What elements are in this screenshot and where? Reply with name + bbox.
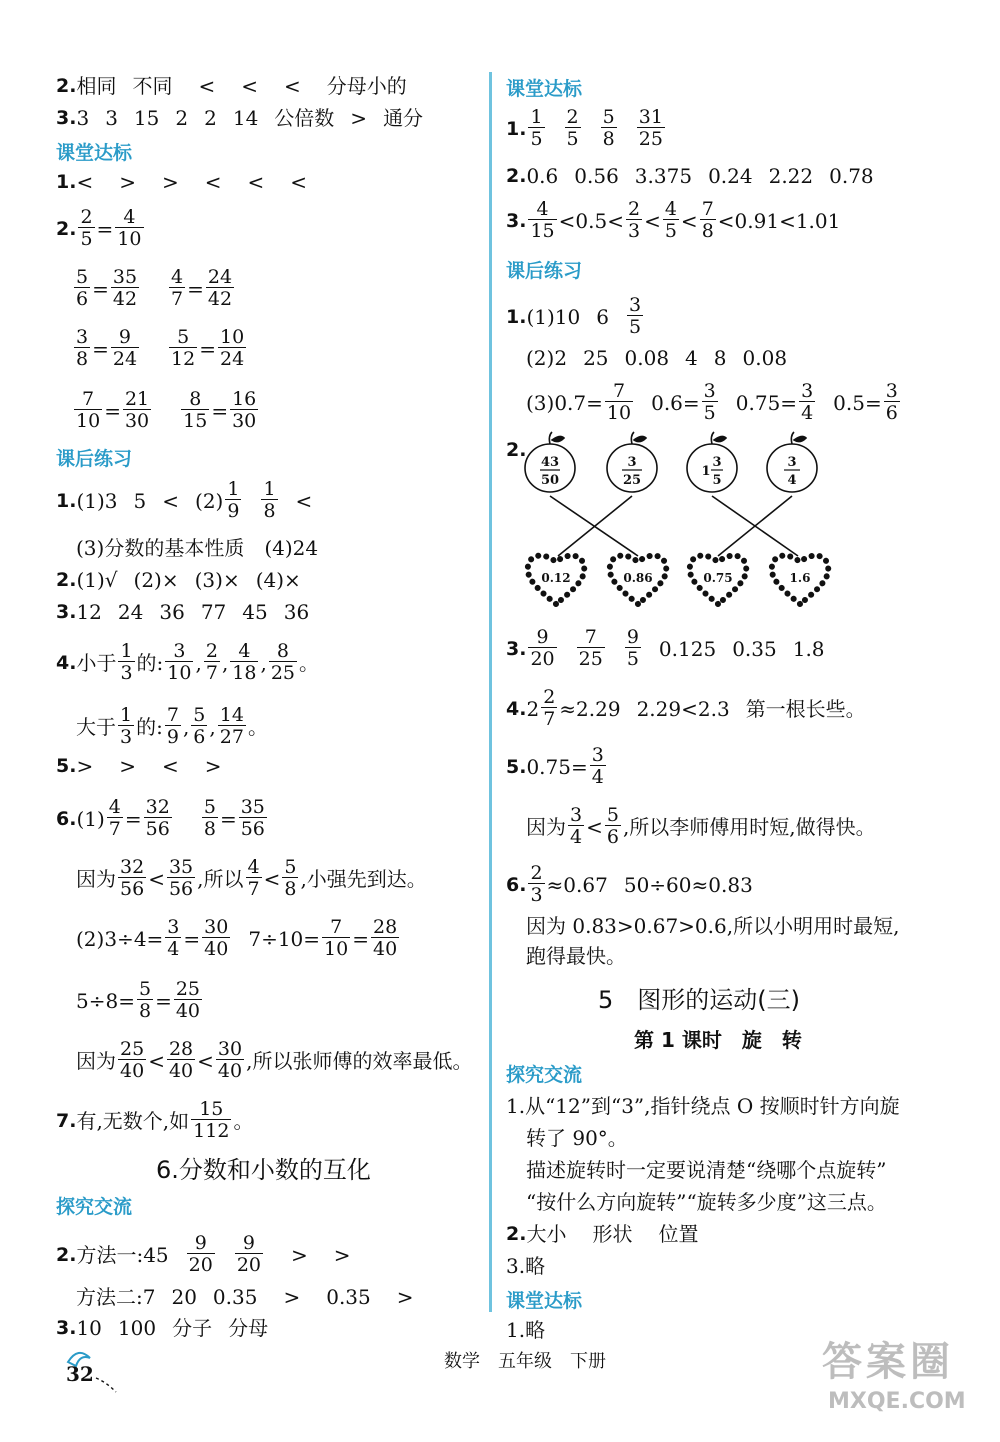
fraction: $\frac{16}{30}$ bbox=[232, 388, 257, 432]
lesson-title: 第 1 课时 旋 转 bbox=[634, 1028, 802, 1052]
answer-line: 因为 $\frac{3}{4}$ < $\frac{5}{6}$ ,所以李师傅用时短,做得快。 bbox=[526, 804, 876, 848]
fraction: $\frac{35}{56}$ bbox=[240, 796, 265, 840]
answer-line: 因为 0.83>0.67>0.6,所以小明用时最短, bbox=[526, 914, 900, 938]
fraction: $\frac{5}{6}$ bbox=[193, 704, 206, 748]
page-number: 32 bbox=[66, 1362, 94, 1386]
answer-line: 6. $\frac{2}{3}$ ≈0.67 50÷60≈0.83 bbox=[506, 862, 753, 906]
answer-line: 1. $\frac{1}{5}$ $\frac{2}{5}$ $\frac{5}{8}$ $\frac{31}{25}$ bbox=[506, 106, 663, 150]
fraction: $\frac{3}{4}$ bbox=[167, 916, 180, 960]
footer-subject: 数学 五年级 下册 bbox=[444, 1351, 606, 1372]
fraction: $\frac{30}{40}$ bbox=[204, 916, 229, 960]
fraction: $\frac{9}{5}$ bbox=[626, 626, 639, 670]
heart-label: 0.75 bbox=[703, 571, 733, 585]
answer-line: $\frac{7}{10}$ = $\frac{21}{30}$ $\frac{8}{15}$ = $\frac{16}{30}$ bbox=[76, 388, 257, 432]
watermark: 答案圈 MXQE.COM bbox=[822, 1339, 966, 1414]
fraction: $\frac{9}{20}$ bbox=[530, 626, 555, 670]
section-tag-explore: 探究交流 bbox=[56, 1195, 133, 1218]
answer-line: 因为 $\frac{32}{56}$ < $\frac{35}{56}$ ,所以 $\frac{4}{7}$ < $\frac{5}{8}$ ,小强先到达。 bbox=[76, 856, 427, 900]
answer-line: $\frac{5}{6}$ = $\frac{35}{42}$ $\frac{4}{7}$ = $\frac{24}{42}$ bbox=[76, 266, 233, 310]
answer-line: 描述旋转时一定要说清楚“绕哪个点旋转” bbox=[526, 1158, 887, 1182]
apple-label: 25 bbox=[622, 473, 642, 488]
fraction: $\frac{2}{5}$ bbox=[566, 106, 579, 150]
answer-line: 4. 2 $\frac{2}{7}$ ≈2.29 2.29<2.3 第一根长些。 bbox=[506, 686, 866, 730]
fraction: $\frac{3}{6}$ bbox=[885, 380, 898, 424]
answer-line: 大于 $\frac{1}{3}$ 的: $\frac{7}{9}$ , $\frac{5}{6}$ , $\frac{14}{27}$ 。 bbox=[76, 704, 268, 748]
fraction: $\frac{9}{20}$ bbox=[188, 1232, 213, 1276]
fraction: $\frac{2}{3}$ bbox=[627, 198, 641, 242]
answer-line: 5. 0.75= $\frac{3}{4}$ bbox=[506, 744, 604, 788]
apple-label: 4 bbox=[787, 473, 797, 488]
answer-line: 4. 小于 $\frac{1}{3}$ 的: $\frac{3}{10}$ , $\frac{2}{7}$ , $\frac{4}{18}$ , $\frac{8}{25}$ 。 bbox=[56, 640, 320, 684]
fraction: $\frac{21}{30}$ bbox=[124, 388, 150, 432]
fraction: $\frac{4}{7}$ bbox=[247, 856, 260, 900]
fraction: $\frac{5}{12}$ bbox=[171, 326, 196, 370]
fraction: $\frac{35}{56}$ bbox=[168, 856, 194, 900]
fraction: $\frac{2}{7}$ bbox=[543, 686, 556, 730]
fraction: $\frac{4}{18}$ bbox=[232, 640, 257, 684]
fraction: $\frac{10}{24}$ bbox=[220, 326, 245, 370]
fraction: $\frac{25}{40}$ bbox=[175, 978, 201, 1022]
answer-line: (2)2 25 0.08 4 8 0.08 bbox=[526, 346, 788, 370]
fraction: $\frac{8}{15}$ bbox=[183, 388, 208, 432]
answer-line: 3. $\frac{4}{15}$ <0.5< $\frac{2}{3}$ < $\frac{4}{5}$ < $\frac{7}{8}$ <0.91<1.01 bbox=[506, 198, 841, 242]
fraction: $\frac{1}{9}$ bbox=[227, 478, 240, 522]
answer-line: 5÷8= $\frac{5}{8}$ = $\frac{25}{40}$ bbox=[76, 978, 201, 1022]
fraction: $\frac{28}{40}$ bbox=[373, 916, 398, 960]
apple-label: 3 bbox=[787, 455, 797, 470]
section-title: 6.分数和小数的互化 bbox=[156, 1156, 371, 1184]
fraction: $\frac{3}{5}$ bbox=[628, 294, 642, 338]
fraction: $\frac{5}{8}$ bbox=[284, 856, 297, 900]
apple-label: 3 bbox=[712, 455, 722, 470]
match-line bbox=[718, 496, 792, 556]
answer-line: 1. (1)10 6 $\frac{3}{5}$ bbox=[506, 294, 642, 338]
fraction: $\frac{7}{25}$ bbox=[578, 626, 603, 670]
apple-label: 3 bbox=[627, 455, 637, 470]
section-tag-after-class: 课后练习 bbox=[506, 259, 583, 282]
answer-line: 3. 3 3 15 2 2 14 公倍数 > 通分 bbox=[56, 106, 424, 130]
answer-line: 2. 大小 形状 位置 bbox=[506, 1222, 699, 1246]
fraction: $\frac{8}{25}$ bbox=[270, 640, 296, 684]
heart-label: 0.12 bbox=[541, 571, 571, 585]
answer-line: 跑得最快。 bbox=[526, 944, 626, 968]
fraction: $\frac{3}{5}$ bbox=[703, 380, 716, 424]
answer-line: 1.略 bbox=[506, 1318, 546, 1342]
fraction: $\frac{4}{7}$ bbox=[171, 266, 184, 310]
fraction: $\frac{30}{40}$ bbox=[217, 1038, 243, 1082]
answer-line: 1. (1)3 5 < (2) $\frac{1}{9}$ $\frac{1}{8}$ < bbox=[56, 478, 313, 522]
answer-line: (2)3÷4= $\frac{3}{4}$ = $\frac{30}{40}$ 7÷10= $\frac{7}{10}$ = $\frac{28}{40}$ bbox=[76, 916, 398, 960]
answer-line: 6. (1) $\frac{4}{7}$ = $\frac{32}{56}$ $\frac{5}{8}$ = $\frac{35}{56}$ bbox=[56, 796, 265, 840]
answer-line: 5. > > < > bbox=[56, 754, 222, 778]
answer-line: 方法二:7 20 0.35 > 0.35 > bbox=[76, 1285, 414, 1309]
fraction: $\frac{5}{6}$ bbox=[606, 804, 619, 848]
fraction: $\frac{3}{4}$ bbox=[570, 804, 583, 848]
fraction: $\frac{7}{10}$ bbox=[606, 380, 632, 424]
answer-line: 1.从“12”到“3”,指针绕点 O 按顺时针方向旋 bbox=[506, 1094, 900, 1118]
section-tag-class: 课堂达标 bbox=[56, 141, 133, 164]
fraction: $\frac{7}{10}$ bbox=[76, 388, 101, 432]
answer-line: 3. 12 24 36 77 45 36 bbox=[56, 600, 310, 624]
fraction: $\frac{7}{8}$ bbox=[701, 198, 714, 242]
answer-line: (3)分数的基本性质 (4)24 bbox=[76, 536, 319, 560]
matching-diagram bbox=[516, 430, 836, 616]
answer-line: 3. $\frac{9}{20}$ $\frac{7}{25}$ $\frac{9}{5}$ 0.125 0.35 1.8 bbox=[506, 626, 825, 670]
fraction: $\frac{28}{40}$ bbox=[168, 1038, 194, 1082]
fraction: $\frac{7}{10}$ bbox=[324, 916, 349, 960]
section-title: 5 图形的运动(三) bbox=[598, 986, 800, 1014]
fraction: $\frac{25}{40}$ bbox=[120, 1038, 145, 1082]
fraction: $\frac{32}{56}$ bbox=[145, 796, 170, 840]
answer-line: 转了 90°。 bbox=[526, 1126, 628, 1150]
match-line bbox=[558, 496, 632, 556]
fraction: $\frac{5}{8}$ bbox=[203, 796, 216, 840]
section-tag-class: 课堂达标 bbox=[506, 77, 583, 100]
fraction: $\frac{1}{8}$ bbox=[263, 478, 276, 522]
answer-line: “按什么方向旋转”“旋转多少度”这三点。 bbox=[526, 1190, 887, 1214]
column-divider bbox=[489, 72, 492, 1312]
fraction: $\frac{4}{7}$ bbox=[108, 796, 121, 840]
fraction: $\frac{35}{42}$ bbox=[112, 266, 138, 310]
fraction: $\frac{1}{3}$ bbox=[120, 640, 133, 684]
fraction: $\frac{1}{5}$ bbox=[530, 106, 543, 150]
fraction: $\frac{15}{112}$ bbox=[193, 1098, 230, 1142]
fraction: $\frac{2}{5}$ bbox=[80, 206, 93, 250]
answer-line: 2. (1)√ (2)× (3)× (4)× bbox=[56, 568, 301, 592]
fraction: $\frac{4}{5}$ bbox=[664, 198, 677, 242]
fraction: $\frac{32}{56}$ bbox=[120, 856, 145, 900]
answer-line: 3.略 bbox=[506, 1254, 546, 1278]
answer-line: 7. 有,无数个,如 $\frac{15}{112}$ 。 bbox=[56, 1098, 254, 1142]
fraction: $\frac{3}{8}$ bbox=[76, 326, 89, 370]
fraction: $\frac{24}{42}$ bbox=[207, 266, 233, 310]
fraction: $\frac{3}{10}$ bbox=[167, 640, 192, 684]
fraction: $\frac{7}{9}$ bbox=[166, 704, 179, 748]
answer-line: 2. 方法一:45 $\frac{9}{20}$ $\frac{9}{20}$ > > bbox=[56, 1232, 351, 1276]
fraction: $\frac{2}{7}$ bbox=[205, 640, 218, 684]
fraction: $\frac{3}{4}$ bbox=[591, 744, 604, 788]
fraction: $\frac{5}{6}$ bbox=[76, 266, 89, 310]
fraction: $\frac{14}{27}$ bbox=[219, 704, 244, 748]
apple-label: 50 bbox=[540, 473, 560, 488]
fraction: $\frac{1}{3}$ bbox=[120, 704, 133, 748]
fraction: $\frac{4}{10}$ bbox=[117, 206, 142, 250]
answer-line: 因为 $\frac{25}{40}$ < $\frac{28}{40}$ < $\frac{30}{40}$ ,所以张师傅的效率最低。 bbox=[76, 1038, 473, 1082]
answer-line: $\frac{3}{8}$ = $\frac{9}{24}$ $\frac{5}{12}$ = $\frac{10}{24}$ bbox=[76, 326, 245, 370]
section-tag-explore: 探究交流 bbox=[506, 1063, 583, 1086]
fraction: $\frac{9}{20}$ bbox=[236, 1232, 262, 1276]
fraction: $\frac{3}{4}$ bbox=[801, 380, 814, 424]
answer-line: 2. bbox=[506, 439, 527, 461]
fraction: $\frac{5}{8}$ bbox=[138, 978, 152, 1022]
fraction: $\frac{2}{3}$ bbox=[530, 862, 543, 906]
heart-label: 1.6 bbox=[789, 571, 811, 585]
answer-line: 1. < > > < < < bbox=[56, 170, 308, 194]
heart-label: 0.86 bbox=[623, 571, 653, 585]
apple-label: 5 bbox=[712, 473, 722, 488]
apple-label: 1 bbox=[701, 464, 711, 479]
fraction: $\frac{5}{8}$ bbox=[602, 106, 615, 150]
answer-line: 3. 10 100 分子 分母 bbox=[56, 1316, 269, 1340]
answer-line: (3)0.7= $\frac{7}{10}$ 0.6= $\frac{3}{5}$ 0.75= $\frac{3}{4}$ 0.5= $\frac{3}{6}$ bbox=[526, 380, 898, 424]
section-tag-class: 课堂达标 bbox=[506, 1289, 583, 1312]
fraction: $\frac{4}{15}$ bbox=[530, 198, 555, 242]
answer-line: 2. $\frac{2}{5}$ = $\frac{4}{10}$ bbox=[56, 206, 142, 250]
answer-line: 2. 相同 不同 < < < 分母小的 bbox=[56, 74, 407, 98]
section-tag-after-class: 课后练习 bbox=[56, 447, 133, 470]
fraction: $\frac{31}{25}$ bbox=[638, 106, 663, 150]
fraction: $\frac{9}{24}$ bbox=[112, 326, 138, 370]
apple-label: 43 bbox=[540, 455, 560, 470]
answer-line: 2. 0.6 0.56 3.375 0.24 2.22 0.78 bbox=[506, 164, 874, 188]
